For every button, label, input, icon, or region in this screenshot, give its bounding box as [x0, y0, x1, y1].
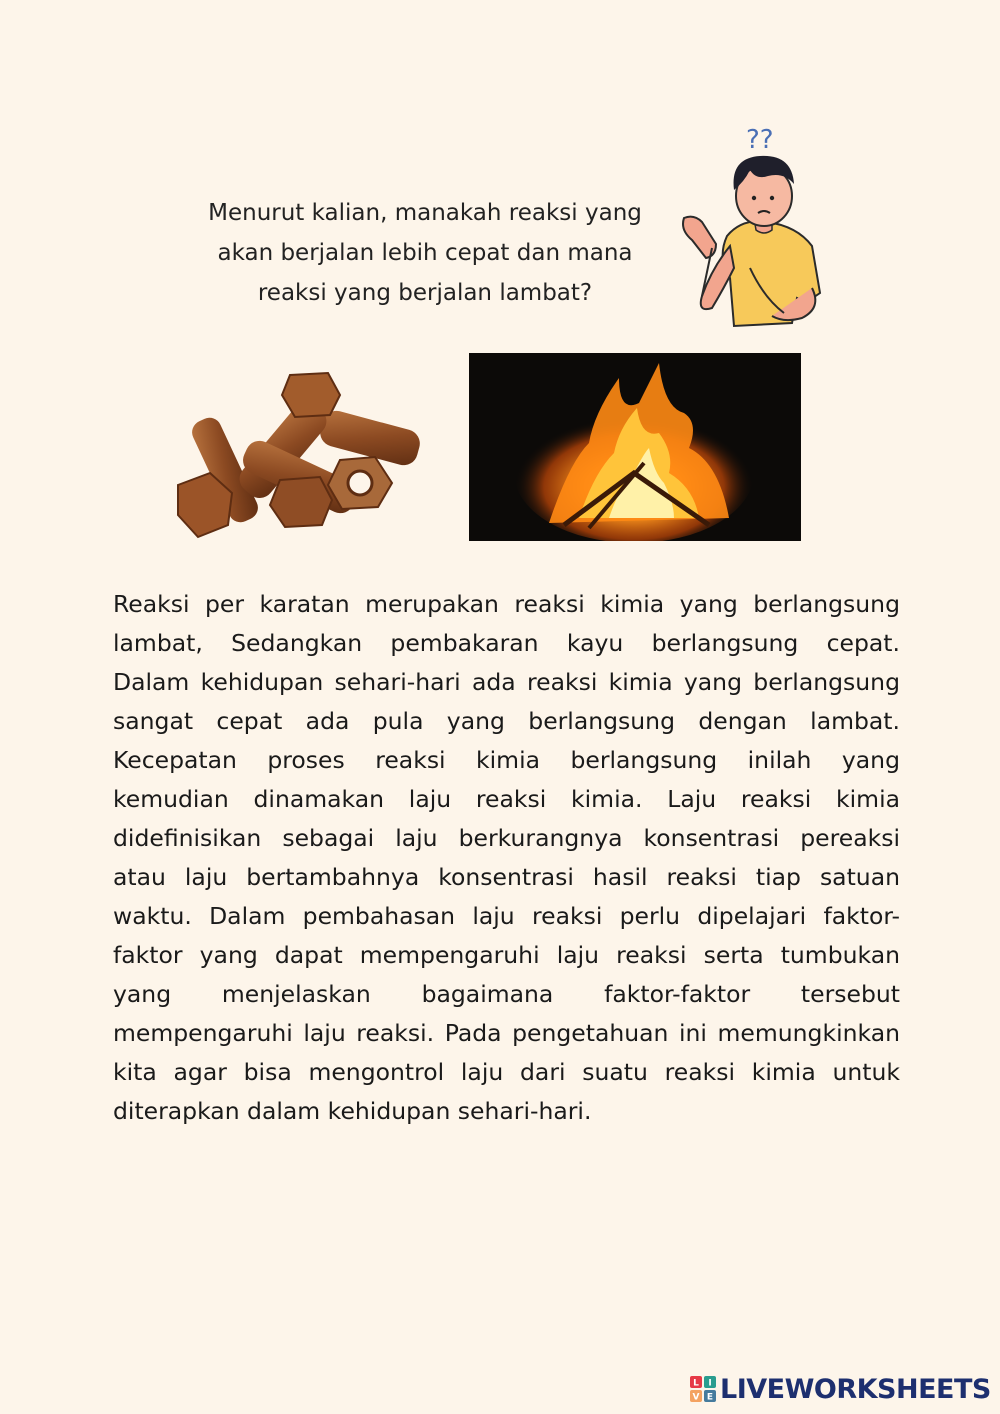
- brand-name: LIVEWORKSHEETS: [720, 1373, 991, 1405]
- paragraph-line: sangat cepat ada pula yang berlangsung dengan lambat.: [113, 707, 900, 735]
- svg-text:L: L: [693, 1378, 699, 1389]
- svg-text:V: V: [692, 1392, 700, 1402]
- paragraph-line: kemudian dinamakan laju reaksi kimia. Laju reaksi kimia: [113, 785, 900, 813]
- paragraph-line: Reaksi per karatan merupakan reaksi kimia yang berlangsung: [113, 590, 900, 618]
- paragraph-line: lambat, Sedangkan pembakaran kayu berlangsung cepat.: [113, 629, 900, 657]
- svg-text:I: I: [708, 1378, 712, 1389]
- liveworksheets-logo-icon: [690, 1376, 716, 1402]
- paragraph-line: Kecepatan proses reaksi kimia berlangsung inilah yang: [113, 746, 900, 774]
- paragraph-line: faktor yang dapat mempengaruhi laju reaksi serta tumbukan: [113, 941, 900, 969]
- rusty-bolts-image: [170, 365, 430, 545]
- svg-text:E: E: [706, 1392, 714, 1402]
- confused-person-icon: [672, 118, 832, 333]
- bonfire-image: [469, 353, 801, 541]
- paragraph-line: didefinisikan sebagai laju berkurangnya konsentrasi pereaksi: [113, 824, 900, 852]
- liveworksheets-brand[interactable]: [690, 1372, 991, 1406]
- paragraph-line: yang menjelaskan bagaimana faktor-faktor tersebut: [113, 980, 900, 1008]
- question-line: akan berjalan lebih cepat dan mana: [217, 240, 633, 266]
- paragraph-line: mempengaruhi laju reaksi. Pada pengetahuan ini memungkinkan: [113, 1019, 900, 1047]
- paragraph-line: diterapkan dalam kehidupan sehari-hari.: [113, 1097, 592, 1125]
- paragraph-line: atau laju bertambahnya konsentrasi hasil reaksi tiap satuan: [113, 863, 900, 891]
- paragraph-line: kita agar bisa mengontrol laju dari suatu reaksi kimia untuk: [113, 1058, 900, 1086]
- question-line: Menurut kalian, manakah reaksi yang: [208, 200, 642, 226]
- question-line: reaksi yang berjalan lambat?: [257, 280, 593, 306]
- question-marks: ??: [746, 125, 774, 155]
- body-paragraph: [113, 585, 900, 1131]
- question-text: [190, 193, 660, 313]
- paragraph-line: Dalam kehidupan sehari-hari ada reaksi kimia yang berlangsung: [113, 668, 900, 696]
- paragraph-line: waktu. Dalam pembahasan laju reaksi perlu dipelajari faktor-: [113, 902, 900, 930]
